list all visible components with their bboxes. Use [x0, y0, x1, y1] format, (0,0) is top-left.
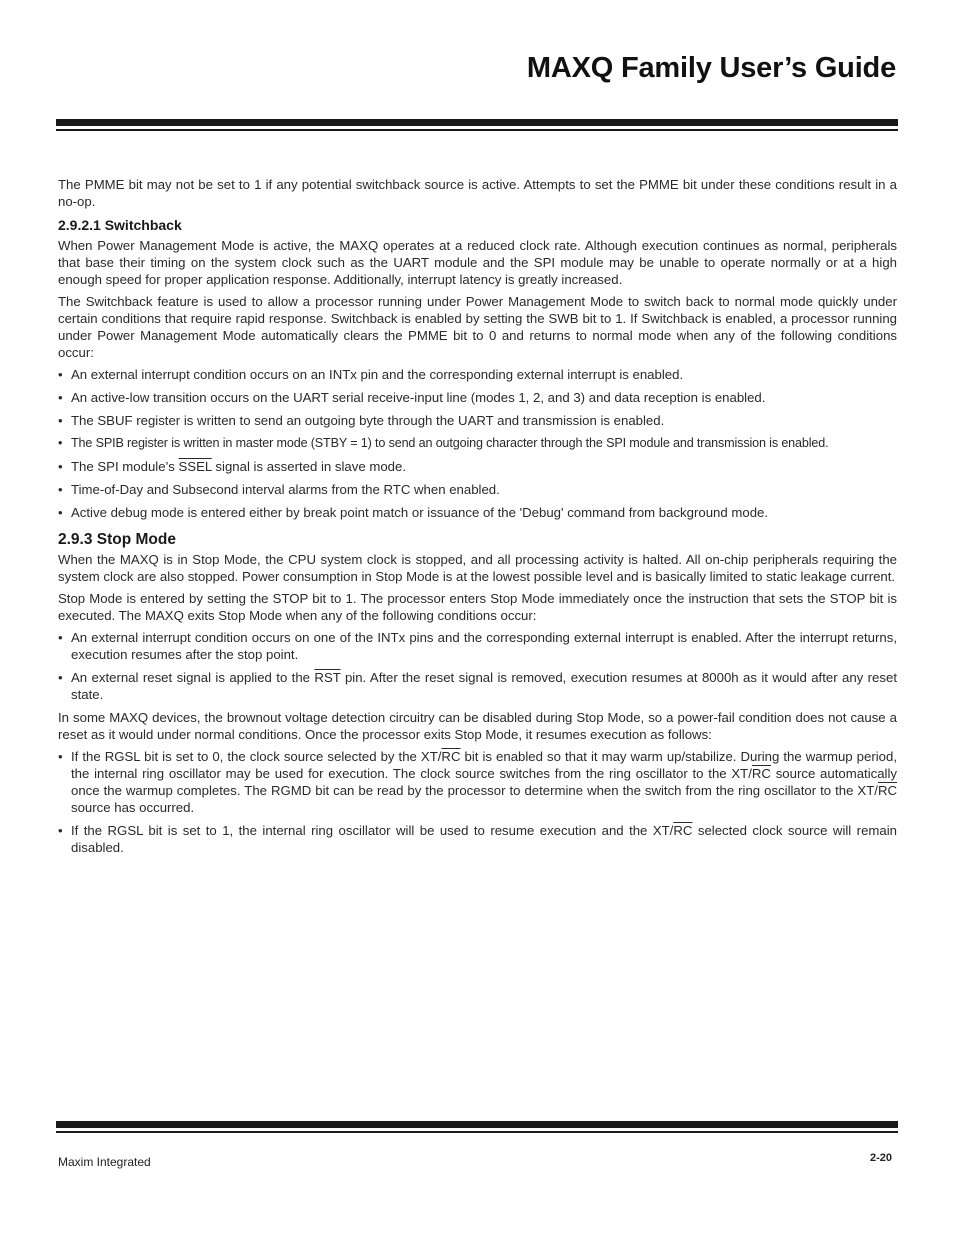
signal-name-rc: $\overline{RC}$: [673, 823, 693, 838]
signal-name-rc: $\overline{RC}$: [751, 766, 771, 781]
bullet-icon: •: [58, 459, 63, 474]
section-heading-stop-mode: 2.9.3 Stop Mode: [58, 531, 176, 548]
page-number: 2-20: [869, 1152, 892, 1164]
footer-rule-thin: [56, 1131, 898, 1133]
list-item-text: source has occurred.: [71, 800, 195, 815]
stop-exit-condition-list: [58, 629, 897, 703]
signal-name-rc: $\overline{RC}$: [441, 749, 461, 764]
list-item-text: If the RGSL bit is set to 0, the clock source selected by the XT/: [71, 749, 442, 764]
list-item: [58, 822, 897, 856]
footer-rule-thick: [56, 1121, 898, 1128]
switchback-paragraph-2: The Switchback feature is used to allow a processor running under Power Management Mode to switch back to normal mode quickly under certain conditions that require rapid response. Switchback is enabled by setting the SWB bit to 1. If Switchback is enabled, a processor running under Power Management Mode automatically clears the PMME bit to 0 and returns to normal mode when any of the following conditions occur:: [58, 294, 897, 360]
list-item-text: If the RGSL bit is set to 1, the internal ring oscillator will be used to resume execution and the XT/: [71, 823, 674, 838]
list-item: [58, 481, 897, 498]
list-item-text: An external interrupt condition occurs on an INTx pin and the corresponding external interrupt is enabled.: [71, 367, 684, 382]
list-item: [58, 748, 897, 816]
list-item: [58, 435, 897, 452]
body-content: [58, 176, 897, 862]
switchback-condition-list: [58, 366, 897, 521]
list-item: [58, 366, 897, 383]
bullet-icon: •: [58, 630, 63, 645]
bullet-icon: •: [58, 436, 63, 450]
list-item-text: Active debug mode is entered either by break point match or issuance of the 'Debug' command from background mode.: [71, 505, 769, 520]
signal-name-rc: $\overline{RC}$: [877, 783, 897, 798]
section-heading-switchback: 2.9.2.1 Switchback: [58, 217, 182, 233]
list-item-text: An active-low transition occurs on the UART serial receive-input line (modes 1, 2, and 3) and data reception is enabled.: [71, 390, 766, 405]
bullet-icon: •: [58, 482, 63, 497]
bullet-icon: •: [58, 367, 63, 382]
list-item-text: An external reset signal is applied to the: [71, 670, 315, 685]
signal-name-ssel: SSEL: [178, 459, 212, 474]
list-item-text: Time-of-Day and Subsecond interval alarms from the RTC when enabled.: [71, 482, 500, 497]
list-item: [58, 412, 897, 429]
page-title: MAXQ Family User’s Guide: [526, 52, 896, 84]
list-item-text: An external interrupt condition occurs on one of the INTx pins and the corresponding external interrupt is enabled. After the interrupt returns, execution resumes after the stop point.: [71, 630, 897, 662]
footer-company: Maxim Integrated: [58, 1155, 151, 1169]
list-item-text: selected clock source will remain disabled.: [71, 823, 897, 855]
bullet-icon: •: [58, 390, 63, 405]
list-item: [58, 504, 897, 521]
stop-paragraph-3: In some MAXQ devices, the brownout voltage detection circuitry can be disabled during Stop Mode, so a power-fail condition does not cause a reset as it would under normal conditions. Once the processor exits Stop Mode, it resumes execution as follows:: [58, 710, 897, 742]
header-rule-thin: [56, 129, 898, 131]
list-item-text: The SPIB register is written in master mode (STBY = 1) to send an outgoing character through the SPI module and transmission is enabled.: [71, 436, 829, 450]
stop-paragraph-2: Stop Mode is entered by setting the STOP bit to 1. The processor enters Stop Mode immediately once the instruction that sets the STOP bit is executed. The MAXQ exits Stop Mode when any of the following conditions occur:: [58, 591, 897, 623]
list-item: [58, 458, 897, 475]
list-item-text: bit is enabled so that it may warm up/stabilize. During the warmup period, the internal ring oscillator may be used for execution. The clock source switches from the ring oscillator to the XT/: [71, 749, 897, 781]
bullet-icon: •: [58, 670, 63, 685]
list-item-text: The SPI module’s: [71, 459, 179, 474]
stop-paragraph-1: When the MAXQ is in Stop Mode, the CPU system clock is stopped, and all processing activity is halted. All on-chip peripherals requiring the system clock are also stopped. Power consumption in Stop Mode is at the lowest possible level and is basically limited to static leakage current.: [58, 552, 897, 584]
list-item: [58, 669, 897, 703]
bullet-icon: •: [58, 413, 63, 428]
list-item-text: source automatically once the warmup completes. The RGMD bit can be read by the processor to determine when the switch from the ring oscillator to the XT/: [71, 766, 898, 798]
intro-paragraph: The PMME bit may not be set to 1 if any potential switchback source is active. Attempts to set the PMME bit under these conditions result in a no-op.: [58, 177, 897, 209]
bullet-icon: •: [58, 505, 63, 520]
header-rule-thick: [56, 119, 898, 126]
stop-resume-list: [58, 748, 897, 856]
bullet-icon: •: [58, 749, 63, 764]
list-item-text: The SBUF register is written to send an outgoing byte through the UART and transmission is enabled.: [71, 413, 665, 428]
list-item: [58, 629, 897, 663]
signal-name-rst: $\overline{RST}$: [314, 670, 341, 685]
list-item-text: pin. After the reset signal is removed, execution resumes at 8000h as it would after any reset state.: [71, 670, 897, 702]
list-item: [58, 389, 897, 406]
switchback-paragraph-1: When Power Management Mode is active, the MAXQ operates at a reduced clock rate. Although execution continues as normal, peripherals that base their timing on the system clock such as the UART module and the SPI module may be unable to operate normally or at a high enough speed for proper application response. Additionally, interrupt latency is greatly increased.: [58, 238, 897, 287]
list-item-text: signal is asserted in slave mode.: [211, 459, 406, 474]
bullet-icon: •: [58, 823, 63, 838]
